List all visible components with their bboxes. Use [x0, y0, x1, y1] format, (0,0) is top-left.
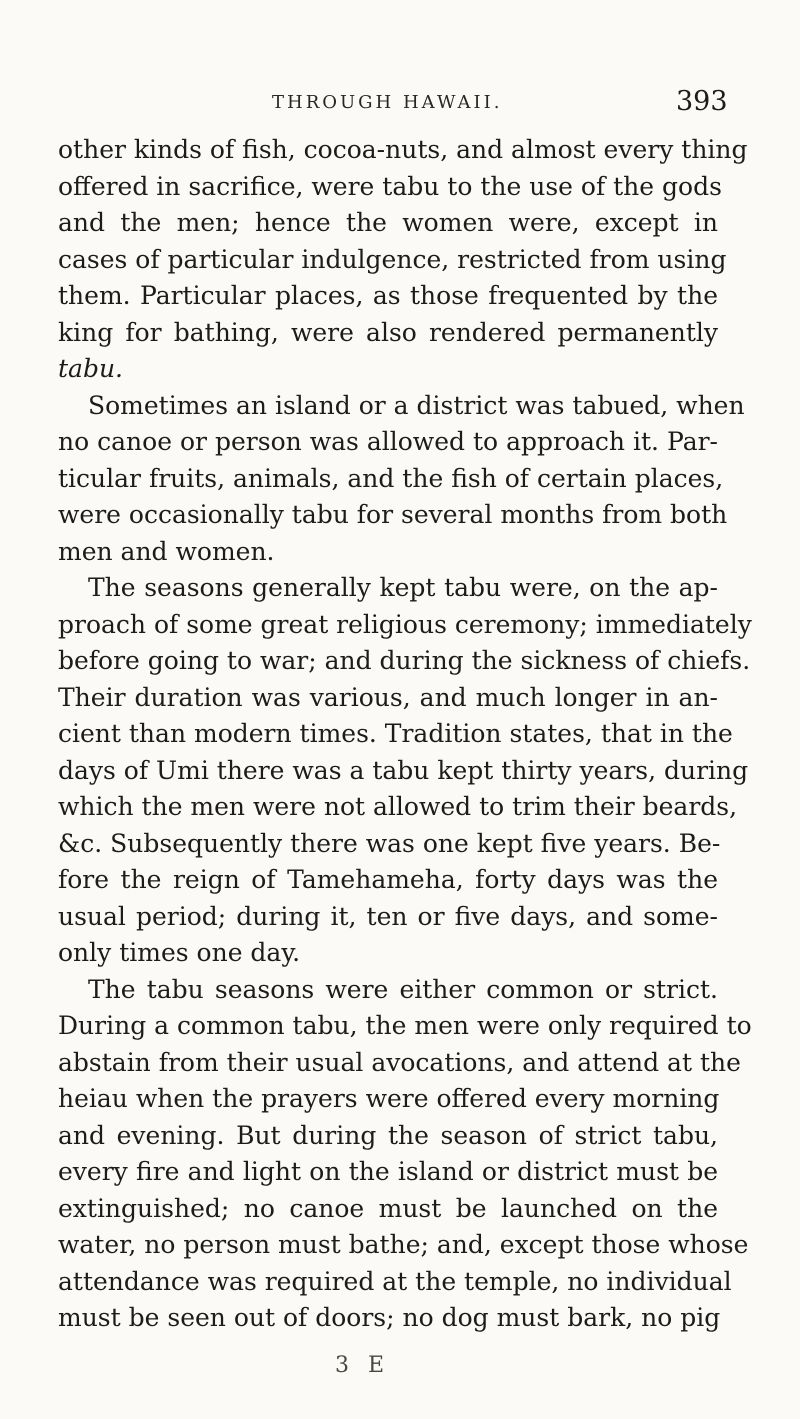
text-line: king for bathing, were also rendered permanently — [58, 317, 718, 347]
text-line: days of Umi there was a tabu kept thirty years, during — [58, 755, 749, 785]
text-line: heiau when the prayers were offered every morning — [58, 1084, 720, 1113]
text-line: no canoe or person was allowed to approach it. Par- — [58, 427, 718, 456]
text-line: were occasionally tabu for several months from both — [58, 500, 728, 529]
text-line: Sometimes an island or a district was tabued, when — [88, 390, 745, 420]
text-line: before going to war; and during the sickness of chiefs. — [58, 646, 751, 675]
text-line: attendance was required at the temple, no individual — [58, 1266, 732, 1296]
text-line: extinguished; no canoe must be launched on the — [58, 1193, 718, 1223]
text-line: proach of some great religious ceremony; immediately — [58, 609, 752, 639]
text-line: other kinds of fish, cocoa-nuts, and almost every thing — [58, 135, 748, 164]
text-line: cient than modern times. Tradition states, that in the — [58, 719, 733, 748]
text-line: and the men; hence the women were, except in — [58, 208, 718, 237]
text-line: The seasons generally kept tabu were, on the ap- — [88, 573, 718, 602]
text-line: which the men were not allowed to trim their beards, — [58, 792, 738, 821]
text-line: must be seen out of doors; no dog must bark, no pig — [58, 1303, 721, 1332]
text-line: every fire and light on the island or district must be — [58, 1157, 718, 1186]
text-line: them. Particular places, as those frequented by the — [58, 281, 718, 310]
text-line: During a common tabu, the men were only required to — [58, 1011, 752, 1040]
running-head: THROUGH HAWAII. — [272, 92, 503, 113]
page-number: 393 — [676, 86, 728, 117]
text-line: and evening. But during the season of strict tabu, — [58, 1120, 718, 1150]
text-line: cases of particular indulgence, restricted from using — [58, 244, 727, 274]
text-line: ticular fruits, animals, and the fish of certain places, — [58, 463, 724, 493]
text-line: water, no person must bathe; and, except those whose — [58, 1230, 749, 1259]
text-line: tabu. — [58, 354, 124, 383]
text-line: The tabu seasons were either common or strict. — [88, 974, 718, 1004]
text-line: abstain from their usual avocations, and attend at the — [58, 1047, 741, 1077]
body-text — [58, 132, 752, 1337]
text-line: only times one day. — [58, 938, 301, 967]
text-line: fore the reign of Tamehameha, forty days was the — [58, 865, 718, 894]
text-line: Their duration was various, and much longer in an- — [58, 682, 718, 712]
text-line: usual period; during it, ten or five days, and some- — [58, 901, 718, 931]
text-line: offered in sacrifice, were tabu to the use of the gods — [58, 171, 722, 201]
text-line: men and women. — [58, 536, 275, 566]
text-line: &c. Subsequently there was one kept five years. Be- — [58, 828, 721, 858]
signature-mark: 3 E — [335, 1353, 391, 1378]
